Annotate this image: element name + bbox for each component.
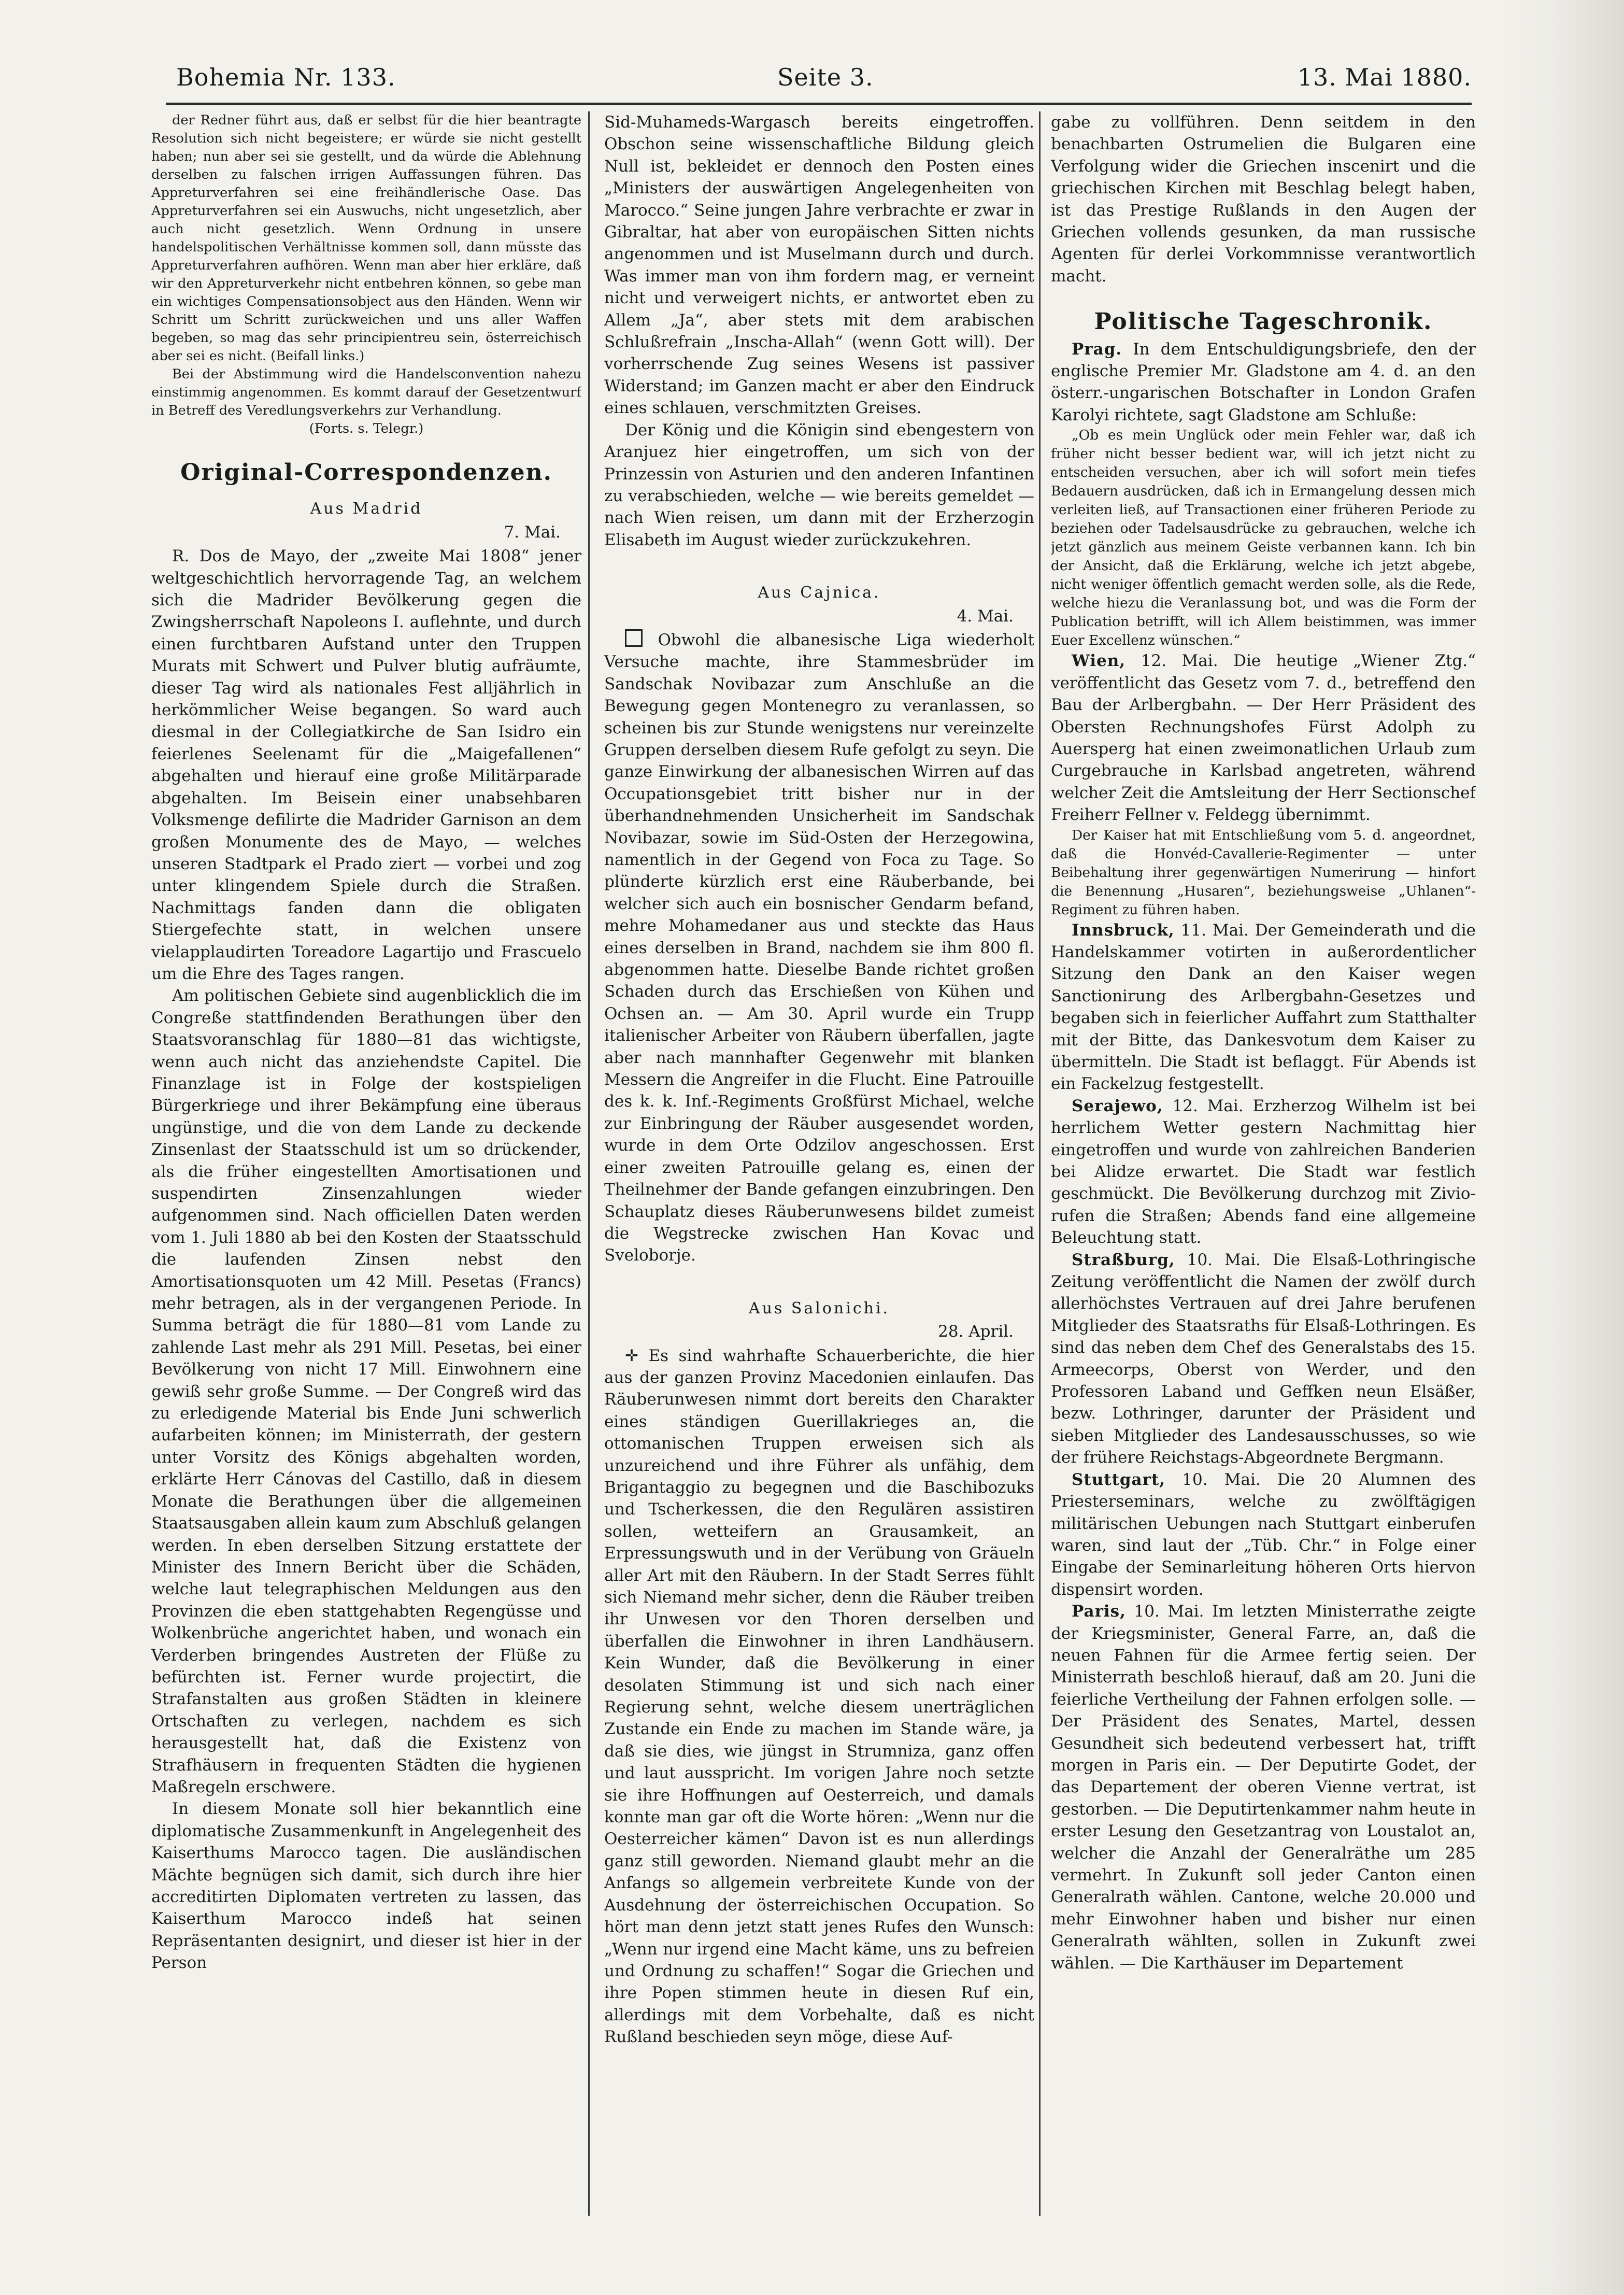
madrid-paragraph: Am politischen Gebiete sind augenblicklich die im Congreße stattfindenden Berathungen über den Staatsvoranschlag für 1880—81 das wichtigste, wenn auch nicht das anziehendste Capitel. Die Finanzlage ist in Folge der kostspieligen Bürgerkriege und ihrer Bekämpfung eine überaus ungünstige, und die von dem Lande zu deckende Zinsenlast der Staatsschuld ist um so drückender, als die früher eingestellten Amortisationen und suspendirten Zinsenzahlungen wieder aufgenommen sind. Nach officiellen Daten werden vom 1. Juli 1880 ab bei den Kosten der Staatsschuld die laufenden Zinsen nebst den Amortisationsquoten um 42 Mill. Pesetas (Francs) mehr betragen, als in der vergangenen Periode. In Summa beträgt die für 1880—81 vom Lande zu zahlende Last mehr als 291 Mill. Pesetas, bei einer Bevölkerung von nicht 17 Mill. Einwohnern eine gewiß sehr große Summe. — Der Congreß wird das zu erledigende Material bis Ende Juni schwerlich aufarbeiten können; im Ministerrath, der gestern unter Vorsitz des Königs abgehalten worden, erklärte Herr Cánovas del Castillo, daß in diesem Monate die Berathungen über die allgemeinen Staatsausgaben allein kaum zum Abschluß gelangen werden. In eben derselben Sitzung erstattete der Minister des Innern Bericht über die Schäden, welche laut telegraphischen Meldungen aus den Provinzen die eben stattgehabten Regengüsse und Wolkenbrüche angerichtet haben, und wonach ein Verderben bringendes Austreten der Flüße zu befürchten ist. Ferner wurde projectirt, die Strafanstalten aus großen Städten in kleinere Ortschaften zu verlegen, nachdem es sich herausgestellt hat, daß die Existenz von Strafhäusern in frequenten Städten die hygienen Maßregeln erschwere. [151, 986, 581, 1796]
paris-paragraph: Paris, 10. Mai. Im letzten Ministerrathe zeigte der Kriegsminister, General Farre, an, daß die neuen Fahnen für die Armee fertig seien. Der Ministerrath beschloß hierauf, daß am 20. Juni die feierliche Vertheilung der Fahnen erfolgen solle. — Der Präsident des Senates, Martel, dessen Gesundheit sich bedeutend verbessert hat, trifft morgen in Paris ein. — Der Deputirte Godet, der das Departement der oberen Vienne vertrat, ist gestorben. — Die Deputirtenkammer nahm heute in erster Lesung den Gesetzantrag von Loustalot an, welcher die Anzahl der Generalräthe um 285 vermehrt. In Zukunft soll jeder Canton einen Generalrath wählen. Cantone, welche 20.000 und mehr Einwohner haben und bisher nur einen Generalrath wählten, sollen in Zukunft zwei wählen. — Die Karthäuser im Departement [1051, 1602, 1476, 1973]
wien-small-paragraph: Der Kaiser hat mit Entschließung vom 5. d. angeordnet, daß die Honvéd-Cavallerie-Regimenter — unter Beibehaltung ihrer gegenwärtigen Numerirung — hinfort die Benennung „Husaren“, beziehungsweise „Uhlanen“-Regiment zu führen haben. [1051, 827, 1476, 918]
header-rule [166, 103, 1472, 105]
column-divider [1039, 111, 1041, 2216]
column-2 [604, 111, 1034, 2216]
page-header [166, 57, 1472, 98]
column-1 [151, 111, 581, 2216]
salonichi-paragraph: ✛ Es sind wahrhafte Schauerberichte, die hier aus der ganzen Provinz Macedonien einlaufen. Das Räuberunwesen nimmt dort bereits den Charakter eines ständigen Guerillakrieges an, die ottomanischen Truppen erweisen sich als unzureichend und ihre Führer als unfähig, dem Brigantaggio zu begegnen und die Baschibozuks und Tscherkessen, die den Regulären assistiren sollen, wetteifern an Grausamkeit, an Erpressungswuth und in der Verübung von Gräueln aller Art mit den Räubern. In der Stadt Serres fühlt sich Niemand mehr sicher, denn die Räuber treiben ihr Unwesen vor den Thoren derselben und überfallen die Einwohner in ihren Landhäusern. Kein Wunder, daß die Bevölkerung in einer desolaten Stimmung ist und sich nach einer Regierung sehnt, welche diesem unerträglichen Zustande ein Ende zu machen im Stande wäre, ja daß sie dies, wie jüngst in Strumniza, ganz offen und laut ausspricht. Im vorigen Jahre noch setzte sie ihre Hoffnungen auf Oesterreich, und damals konnte man gar oft die Worte hören: „Wenn nur die Oesterreicher kämen“ Davon ist es nun allerdings ganz still geworden. Niemand glaubt mehr an die Anfangs so allgemein verbreitete Kunde von der Ausdehnung der österreichischen Occupation. So hört man denn jetzt statt jenes Rufes den Wunsch: „Wenn nur irgend eine Macht käme, uns zu befreien und Ordnung zu schaffen!“ Sogar die Griechen und ihre Popen stimmen heute in diesen Ruf ein, allerdings mit dem Vorbehalte, daß es nicht Rußland beschieden seyn möge, diese Auf- [604, 1346, 1034, 2047]
article-title-cajnica: Aus Cajnica. [758, 584, 881, 602]
dateline-place: Serajewo, [1072, 1096, 1163, 1115]
header-page-number: Seite 3. [777, 63, 874, 91]
madrid-continuation-paragraph: Sid-Muhameds-Wargasch bereits eingetroffen. Obschon seine wissenschaftliche Bildung gleich Null ist, bekleidet er dennoch den Posten eines „Ministers der auswärtigen Angelegenheiten von Marocco.“ Seine jungen Jahre verbrachte er zwar in Gibraltar, hat aber von europäischen Sitten nichts angenommen und ist Muselmann durch und durch. Was immer man von ihm fordern mag, er verneint nicht und verweigert nichts, er antwortet eben zu Allem „Ja“, aber stets mit dem arabischen Schlußrefrain „Inscha-Allah“ (wenn Gott will). Der vorherrschende Zug seines Wesens ist passiver Widerstand; im Ganzen macht er aber den Eindruck eines schlauen, verschmitzten Greises. [604, 113, 1034, 418]
madrid-royal-paragraph: Der König und die Königin sind ebengestern von Aranjuez hier eingetroffen, um sich von der Prinzessin von Asturien und den anderen Infantinen zu verabschieden, welche — wie bereits gemeldet — nach Wien reisen, um dann mit der Erzherzogin Elisabeth im August wieder zurückzukehren. [604, 420, 1034, 549]
page-edge-shadow [1505, 0, 1624, 2295]
section-title-chronicle: Politische Tageschronik. [1094, 308, 1433, 335]
gladstone-quote: „Ob es mein Unglück oder mein Fehler war, daß ich früher nicht besser bedient war, will ich jetzt nicht zu entscheiden versuchen, aber ich will sofort mein tiefes Bedauern ausdrücken, daß ich in Ermangelung dessen mich verleiten ließ, auf Transactionen einer früheren Periode zu beziehen oder Tadelsausdrücke zu gebrauchen, welche ich jetzt gänzlich aus meinem Geiste verbannen kann. Ich bin der Ansicht, daß die Erklärung, welche ich jetzt abgebe, nicht weniger öffentlich gemacht werden solle, als die Rede, welche hiezu die Veranlassung bot, und was die Form der Publication betrifft, will ich Allem beistimmen, was immer Euer Excellenz wünschen.“ [1051, 427, 1476, 649]
prag-paragraph: Prag. In dem Entschuldigungsbriefe, den der englische Premier Mr. Gladstone am 4. d. an den österr.-ungarischen Botschafter in London Grafen Karolyi richtete, sagt Gladstone am Schluße: [1051, 339, 1476, 424]
column-3 [1051, 111, 1476, 2216]
parliament-vote-paragraph: Bei der Abstimmung wird die Handelsconvention nahezu einstimmig angenommen. Es kommt darauf der Gesetzentwurf in Betreff des Veredlungsverkehrs zur Verhandlung. [151, 366, 581, 418]
column-divider [588, 111, 590, 2216]
madrid-paragraph: R. Dos de Mayo, der „zweite Mai 1808“ jener weltgeschichtlich hervorragende Tag, an welchem sich die Madrider Bevölkerung gegen die Zwingsherrschaft Napoleons I. auflehnte, und durch einen furchtbaren Aufstand unter den Truppen Murats mit Schwert und Pulver blutig aufräumte, dieser Tag wird als nationales Fest alljährlich in herkömmlicher Weise begangen. So ward auch diesmal in der Collegiatkirche de San Isidro ein feierlenes Seelenamt für die „Maigefallenen“ abgehalten und hierauf eine große Militärparade abgehalten. Im Beisein einer unabsehbaren Volksmenge defilirte die Madrider Garnison an dem großen Monumente des de Mayo, — welches unseren Stadtpark el Prado ziert — vorbei und zog unter klingendem Spiele durch die Straßen. Nachmittags fanden dann die obligaten Stiergefechte statt, in welchen unsere vielapplaudirten Toreadore Lagartijo und Frascuelo um die Ehre des Tages rangen. [151, 547, 581, 983]
article-title-salonichi: Aus Salonichi. [748, 1299, 890, 1318]
cajnica-paragraph: Obwohl die albanesische Liga wiederholt Versuche machte, ihre Stammesbrüder im Sandschak Novibazar zum Anschluße an die Bewegung gegen Montenegro zu veranlassen, so scheinen bis zur Stunde wenigstens nur vereinzelte Gruppen derselben diesem Rufe gefolgt zu seyn. Die ganze Einwirkung der albanesischen Wirren auf das Occupationsgebiet tritt bisher nur in der überhandnehmenden Unsicherheit im Sandschak Novibazar, sowie im Süd-Osten der Herzegowina, namentlich in der Gegend von Foca zu Tage. So plünderte kürzlich erst eine Räuberbande, bei welcher sich auch ein bosnischer Gendarm befand, mehre Mohamedaner aus und steckte das Haus eines derselben in Brand, nachdem sie ihm 800 fl. abgenommen hatte. Dieselbe Bande richtet großen Schaden durch das Erschießen von Kühen und Ochsen an. — Am 30. April wurde ein Trupp italienischer Arbeiter von Räubern überfallen, jagte aber nach mannhafter Gegenwehr mit blanken Messern die Angreifer in die Flucht. Eine Patrouille des k. k. Inf.-Regiments Großfürst Michael, welche zur Einbringung der Räuber ausgesendet worden, wurde in dem Orte Odzilov angeschossen. Erst einer zweiten Patrouille gelang es, einen der Theilnehmer der Bande gefangen einzubringen. Den Schauplatz dieses Räuberunwesens bildet zumeist die Wegstrecke zwischen Han Kovac und Sveloborje. [604, 629, 1034, 1267]
serajewo-paragraph: Serajewo, 12. Mai. Erzherzog Wilhelm ist bei herrlichem Wetter gestern Nachmittag hier eingetroffen und wurde von zahlreichen Banderien bei Alidze erwartet. Die Stadt war festlich geschmückt. Die Bevölkerung durchzog mit Zivio-rufen die Straßen; Abends fand eine allgemeine Beleuchtung statt. [1051, 1096, 1476, 1248]
dateline-place: Wien, [1072, 651, 1126, 671]
salonichi-continuation-paragraph: gabe zu vollführen. Denn seitdem in den benachbarten Ostrumelien die Bulgaren eine Verfolgung wider die Griechen inscenirt und die griechischen Kirchen mit Beschlag belegt haben, ist das Prestige Rußlands in den Augen der Griechen vollends gesunken, da man russische Agenten für derlei Vorkommnisse verantwortlich macht. [1051, 113, 1476, 286]
wien-paragraph: Wien, 12. Mai. Die heutige „Wiener Ztg.“ veröffentlicht das Gesetz vom 7. d., betreffend den Bau der Arlbergbahn. — Der Herr Präsident des Obersten Rechnungshofes Fürst Adolph zu Auersperg hat einen zweimonatlichen Urlaub zum Curgebrauche in Karlsbad angetreten, während welcher Zeit die Amtsleitung der Herr Sectionschef Freiherr Fellner v. Feldegg übernimmt. [1051, 651, 1476, 825]
dateline-place: Prag. [1072, 339, 1122, 359]
stuttgart-paragraph: Stuttgart, 10. Mai. Die 20 Alumnen des Priesterseminars, welche zu zwölftägigen militärischen Uebungen nach Stuttgart einberufen waren, sind laut der „Tüb. Chr.“ in Folge einer Eingabe der Seminarleitung höheren Orts hiervon dispensirt worden. [1051, 1470, 1476, 1599]
strassburg-paragraph: Straßburg, 10. Mai. Die Elsaß-Lothringische Zeitung veröffentlicht die Namen der zwölf durch allerhöchstes Vertrauen auf drei Jahre berufenen Mitglieder des Staatsraths für Elsaß-Lothringen. Es sind das neben dem Chef des Generalstabs des 15. Armeecorps, Oberst von Werder, und den Professoren Laband und Geffken neun Elsäßer, bezw. Lothringer, darunter der Präsident und sieben Mitglieder des Landesausschusses, so wie der frühere Reichstags-Abgeordnete Bergmann. [1051, 1250, 1476, 1467]
dateline-place: Innsbruck, [1072, 920, 1175, 940]
header-date: 13. Mai 1880. [1297, 63, 1472, 91]
section-title-correspondence: Original-Correspondenzen. [180, 459, 552, 486]
parliament-report-paragraph: der Redner führt aus, daß er selbst für die hier beantragte Resolution sich nicht begeistere; er würde sie nicht gestellt haben; nun aber sei sie gestellt, und da würde die Ablehnung derselben zu falschen irrigen Auffassungen führen. Das Appreturverfahren sei eine freihändlerische Oase. Das Appreturverfahren sei ein Auswuchs, nicht ungesetzlich, aber auch nicht gesetzlich. Wenn Ordnung in unsere handelspolitischen Verhältnisse kommen soll, dann müsste das Appreturverfahren aufhören. Wenn man aber hier erkläre, daß wir den Appreturverkehr nicht entbehren können, so gebe man ein wichtiges Compensationsobject aus den Händen. Wenn wir Schritt um Schritt zurückweichen und uns aller Waffen begeben, so mag das sehr principientreu sein, österreichisch aber sei es nicht. (Beifall links.) [151, 112, 581, 364]
dateline-place: Paris, [1072, 1602, 1126, 1621]
continuation-note: (Forts. s. Telegr.) [309, 421, 424, 436]
article-date-cajnica: 4. Mai. [957, 606, 1014, 626]
dateline-place: Stuttgart, [1072, 1470, 1166, 1489]
dateline-place: Straßburg, [1072, 1250, 1175, 1269]
innsbruck-paragraph: Innsbruck, 11. Mai. Der Gemeinderath und die Handelskammer votirten in außerordentlicher Sitzung den Dank an den Kaiser wegen Sanctionirung des Arlbergbahn-Gesetzes und begaben sich in feierlicher Auffahrt zum Statthalter mit der Bitte, das Dankesvotum dem Kaiser zu übermitteln. Die Stadt ist beflaggt. Für Abends ist ein Fackelzug festgestellt. [1051, 920, 1476, 1094]
article-date-madrid: 7. Mai. [504, 522, 561, 542]
article-title-madrid: Aus Madrid [310, 500, 423, 518]
madrid-paragraph: In diesem Monate soll hier bekanntlich eine diplomatische Zusammenkunft in Angelegenheit des Kaiserthums Marocco tagen. Die ausländischen Mächte begnügen sich damit, sich durch ihre hier accreditirten Diplomaten vertreten zu lassen, das Kaiserthum Marocco indeß hat seinen Repräsentanten designirt, und dieser ist hier in der Person [151, 1800, 581, 1973]
header-newspaper-issue: Bohemia Nr. 133. [176, 63, 396, 91]
article-date-salonichi: 28. April. [938, 1322, 1014, 1341]
box-marker-icon [625, 629, 643, 647]
